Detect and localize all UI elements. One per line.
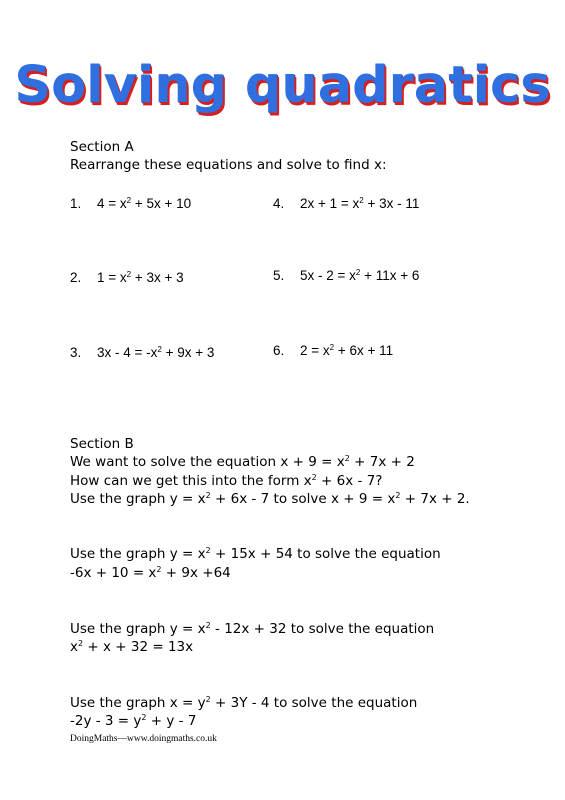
section-b-line: $-6x + 10 = x^2 + 9x +64$ [70, 565, 231, 581]
question-number: 1. [70, 196, 82, 211]
section-a-instruction: Rearrange these equations and solve to find x: [70, 157, 387, 173]
question-equation: $4 = x^2 + 5x + 10$ [97, 196, 192, 211]
footer: DoingMaths—www.doingmaths.co.uk [70, 734, 217, 744]
section-b-line: Use the graph $y = x^2 - 12x + 32$ to solve the equation [70, 621, 435, 637]
section-b-line: How can we get this into the form $x^2 + 6x - 7$? [70, 473, 383, 489]
question-number: 2. [70, 270, 82, 285]
question-number: 3. [70, 345, 82, 360]
question-number: 5. [273, 268, 285, 283]
question-number: 4. [273, 196, 285, 211]
page-title: Solving quadratics [14, 56, 551, 115]
section-b-line: $x^2 + x + 32 = 13x$ [70, 639, 194, 655]
section-a-heading: Section A [70, 139, 134, 155]
section-b-line: Use the graph $x = y^2 + 3Y - 4$ to solve the equation [70, 695, 418, 711]
question-equation: $2 = x^2 + 6x + 11$ [300, 343, 394, 358]
section-b-line: $-2y - 3 = y^2 + y - 7$ [70, 713, 197, 729]
section-b-line: Use the graph $y = x^2 + 6x - 7$ to solve $x + 9 = x^2 + 7x + 2$. [70, 491, 470, 507]
question-equation: $5x - 2 = x^2 + 11x + 6$ [300, 268, 420, 283]
section-b-line: We want to solve the equation $x + 9 = x^2 + 7x + 2$ [70, 454, 415, 470]
section-b-line: Use the graph $y = x^2 + 15x + 54$ to solve the equation [70, 546, 441, 562]
question-equation: $3x - 4 = -x^2 + 9x + 3$ [97, 345, 215, 360]
question-equation: $2x + 1 = x^2 + 3x - 11$ [300, 196, 420, 211]
section-b-heading: Section B [70, 436, 134, 452]
question-number: 6. [273, 343, 285, 358]
question-equation: $1 = x^2 + 3x + 3$ [97, 270, 184, 285]
